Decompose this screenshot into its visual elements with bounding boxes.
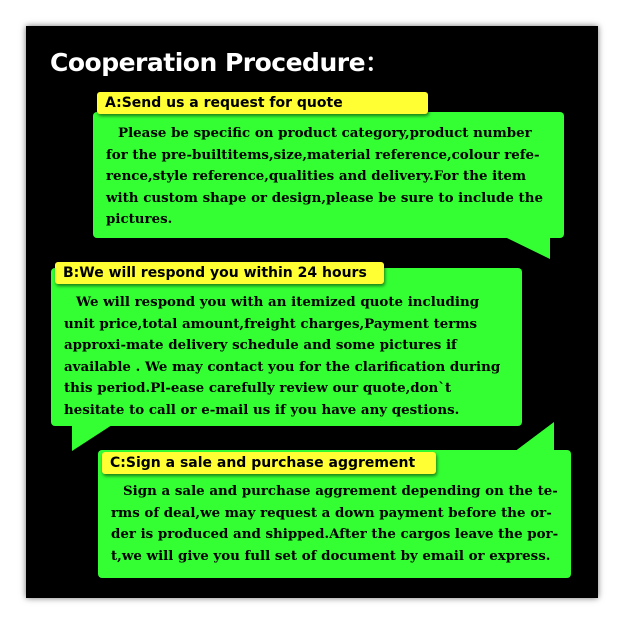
step-c-label: C:Sign a sale and purchase aggrement: [102, 452, 436, 474]
step-b-bubble-tail: [72, 425, 112, 451]
page-title: Cooperation Procedure：: [50, 48, 390, 77]
step-a-bubble-tail: [505, 237, 550, 259]
step-a-text: Please be specific on product category,product number for the pre-builtitems,size,material reference,colour refe-rence,style reference,qualities and delivery.For the item with custom shape or design,please be sure to include the pictures.: [106, 125, 543, 227]
step-c-text: Sign a sale and purchase aggrement depending on the te-rms of deal,we may request a down payment before the or-der is produced and shipped.After the cargos leave the por-t,we will give you full set of document by email or express.: [111, 483, 559, 564]
step-c-bubble-tail: [514, 422, 554, 452]
step-b-text: We will respond you with an itemized quote including unit price,total amount,freight charges,Payment terms approxi-mate delivery schedule and some pictures if available . We may contact you for the clarification during this period.Pl-ease carefully review our quote,don`t hesitate to call or e-mail us if you have any qestions.: [64, 294, 501, 418]
step-a-label: A:Send us a request for quote: [97, 92, 428, 114]
step-b-label: B:We will respond you within 24 hours: [55, 262, 384, 284]
